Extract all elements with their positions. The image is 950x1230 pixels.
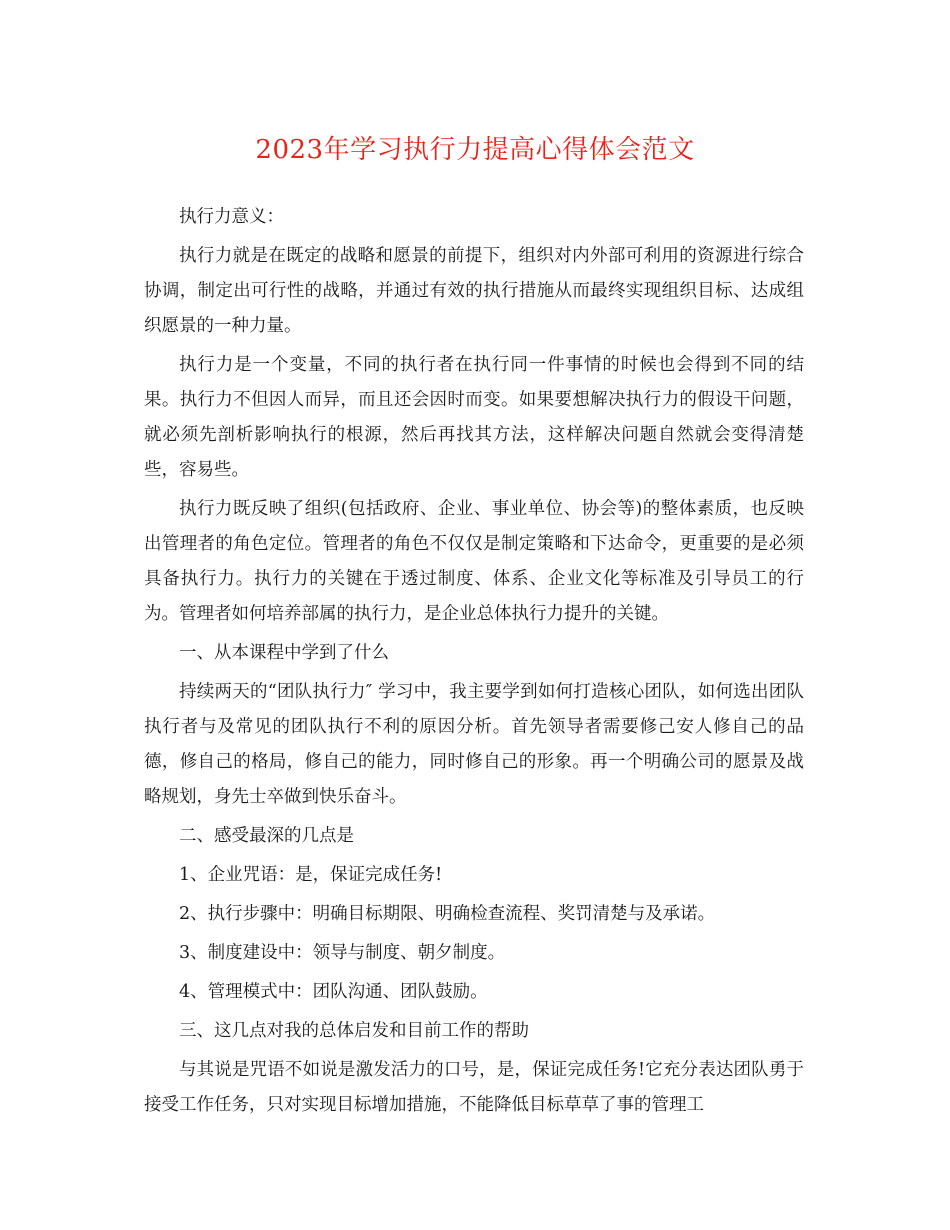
list-item: 2、执行步骤中：明确目标期限、明确检查流程、奖罚清楚与及承诺。 xyxy=(179,904,716,924)
section-heading-2: 二、感受最深的几点是 xyxy=(179,826,354,846)
paragraph: 与其说是咒语不如说是激发活力的口号，是，保证完成任务!它充分表达团队勇于接受工作任务，只对实现目标增加措施，不能降低目标草草了事的管理工 xyxy=(144,1060,804,1115)
paragraph: 执行力就是在既定的战略和愿景的前提下，组织对内外部可利用的资源进行综合协调，制定出可行性的战略，并通过有效的执行措施从而最终实现组织目标、达成组织愿景的一种力量。 xyxy=(144,246,804,336)
paragraph: 执行力是一个变量，不同的执行者在执行同一件事情的时候也会得到不同的结果。执行力不但因人而异，而且还会因时而变。如果要想解决执行力的假设干问题，就必须先剖析影响执行的根源，然后再找其方法，这样解决问题自然就会变得清楚些，容易些。 xyxy=(144,355,804,480)
list-item: 3、制度建设中：领导与制度、朝夕制度。 xyxy=(179,943,506,963)
paragraph: 持续两天的“团队执行力″ 学习中，我主要学到如何打造核心团队，如何选出团队执行者与及常见的团队执行不利的原因分析。首先领导者需要修己安人修自己的品德，修自己的格局，修自己的能力，同时修自己的形象。再一个明确公司的愿景及战略规划，身先士卒做到快乐奋斗。 xyxy=(144,682,804,807)
list-item: 1、企业咒语：是，保证完成任务! xyxy=(179,865,443,885)
paragraph: 执行力既反映了组织(包括政府、企业、事业单位、协会等)的整体素质，也反映出管理者的角色定位。管理者的角色不仅仅是制定策略和下达命令，更重要的是必须具备执行力。执行力的关键在于透过制度、体系、企业文化等标准及引导员工的行为。管理者如何培养部属的执行力，是企业总体执行力提升的关键。 xyxy=(144,499,804,624)
document-body xyxy=(144,200,804,1127)
section-heading-3: 三、这几点对我的总体启发和目前工作的帮助 xyxy=(179,1021,529,1041)
document-title: 2023年学习执行力提高心得体会范文 xyxy=(255,135,695,165)
section-heading-1: 一、从本课程中学到了什么 xyxy=(179,643,389,663)
paragraph-heading-meaning: 执行力意义： xyxy=(179,207,284,227)
list-item: 4、管理模式中：团队沟通、团队鼓励。 xyxy=(179,982,488,1002)
